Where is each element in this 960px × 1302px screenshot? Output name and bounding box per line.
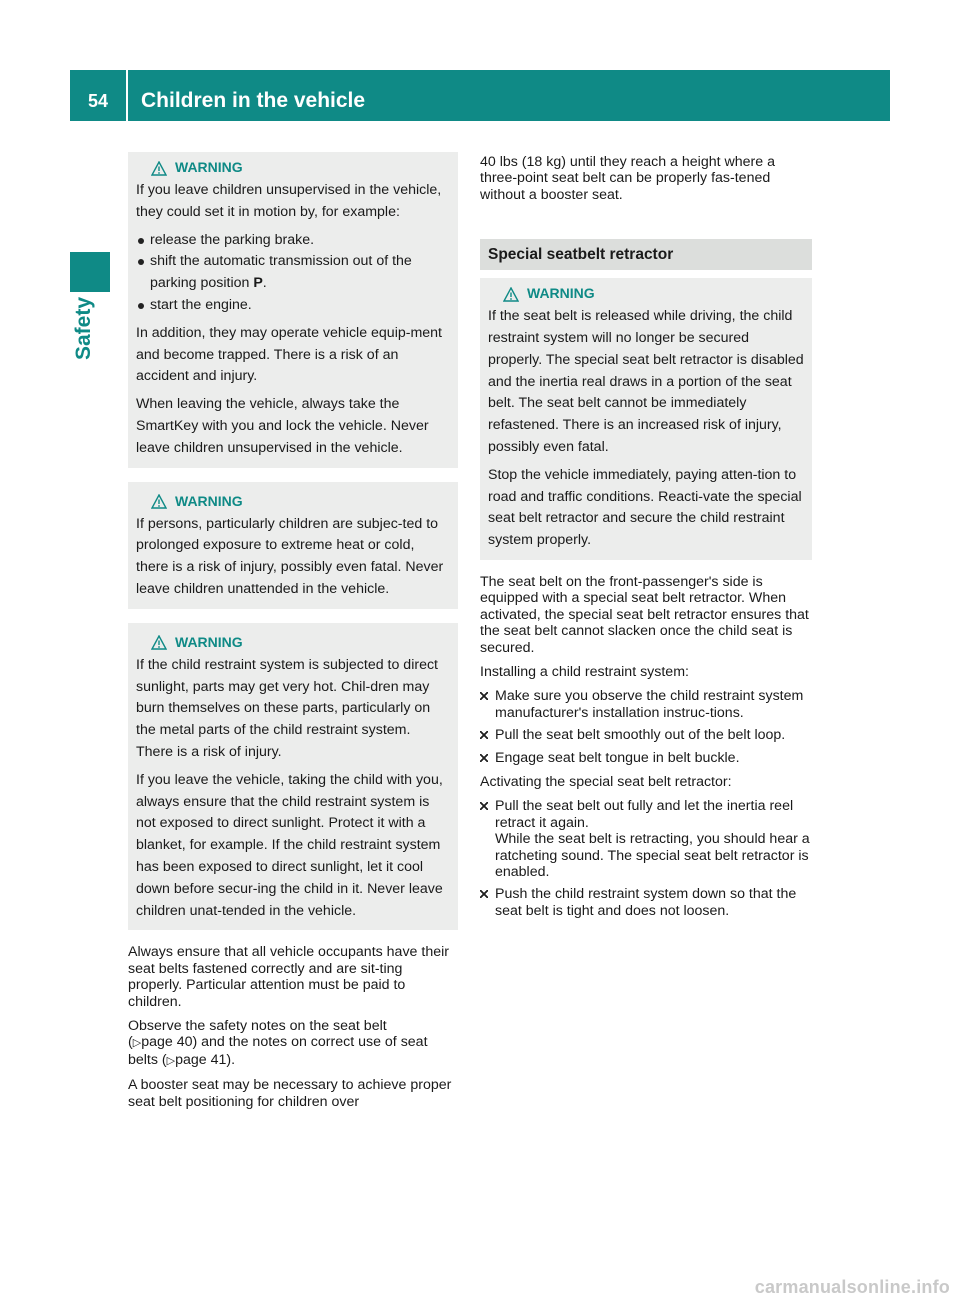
warning-heading xyxy=(151,633,450,653)
watermark: carmanualsonline.info xyxy=(754,1277,950,1297)
warning-text: If you leave children unsupervised in the vehicle, they could set it in motion by, for example: xyxy=(136,182,442,220)
install-steps xyxy=(480,688,812,766)
warning-text: If persons, particularly children are subjec-ted to prolonged exposure to extreme heat or cold, there is a risk of injury, possibly even fatal. Never leave children unattended in the vehicle. xyxy=(136,515,444,597)
page-number: 54 xyxy=(70,70,128,121)
list-item-end: . xyxy=(262,275,267,292)
activate-steps xyxy=(480,798,812,919)
list-item-text: shift the automatic transmission out of the parking position xyxy=(150,253,412,292)
body-paragraph: 40 lbs (18 kg) until they reach a height where a three-point seat belt can be properly fas-tened without a booster seat. xyxy=(480,154,775,203)
warning-text: When leaving the vehicle, always take the SmartKey with you and lock the vehicle. Never leave children unsupervised in the vehicle. xyxy=(136,396,429,456)
warning-box xyxy=(480,278,812,560)
header-bar xyxy=(70,70,890,121)
warning-label: WARNING xyxy=(175,159,243,176)
warning-triangle-icon xyxy=(503,287,519,302)
side-tab-marker xyxy=(70,252,110,292)
page-ref-icon: ▷ xyxy=(166,1054,176,1067)
step-item: Pull the seat belt smoothly out of the belt loop. xyxy=(480,727,812,743)
body-paragraph: Observe the safety notes on the seat belt (▷page 40) and the notes on correct use of seat belts (▷page 41). xyxy=(128,1017,428,1068)
page-ref-icon: ▷ xyxy=(132,1037,142,1050)
warning-text: If you leave the vehicle, taking the child with you, always ensure that the child restraint system is not exposed to direct sunlight. Protect it with a blanket, for example. If the child restraint system has been exposed to direct sunlight, let it cool down before secur-ing the child in it. Never leave children unat-tended in the vehicle. xyxy=(136,771,443,919)
warning-text: Stop the vehicle immediately, paying atten-tion to road and traffic conditions. Reacti-vate the special seat belt retractor and secure the child restraint system properly. xyxy=(488,466,802,549)
warning-box xyxy=(128,623,458,931)
steps-label: Installing a child restraint system: xyxy=(480,664,689,681)
body-text-part: Observe the safety notes on the seat belt xyxy=(128,1017,387,1034)
gear-position-p: P xyxy=(253,275,263,292)
warning-box xyxy=(128,482,458,609)
body-paragraph: A booster seat may be necessary to achieve proper seat belt positioning for children over xyxy=(128,1077,452,1110)
body-paragraph: Always ensure that all vehicle occupants have their seat belts fastened correctly and are sit-ting properly. Particular attention must be paid to children. xyxy=(128,944,449,1010)
warning-bullet-list xyxy=(136,230,450,317)
step-item: Push the child restraint system down so that the seat belt is tight and does not loosen. xyxy=(480,886,812,919)
list-item: start the engine. xyxy=(136,295,450,317)
warning-triangle-icon xyxy=(151,635,167,650)
warning-label: WARNING xyxy=(175,633,243,650)
list-item: release the parking brake. xyxy=(136,230,450,252)
warning-triangle-icon xyxy=(151,161,167,176)
warning-text: If the child restraint system is subjected to direct sunlight, parts may get very hot. Chil-dren may burn themselves on these parts, particularly on the metal parts of the child restraint system. There is a risk of injury. xyxy=(136,656,439,760)
warning-text: In addition, they may operate vehicle equip-ment and become trapped. There is a risk of an accident and injury. xyxy=(136,324,443,385)
warning-heading xyxy=(503,284,804,304)
step-item: Pull the seat belt out fully and let the inertia reel retract it again. While the seat belt is retracting, you should hear a ratcheting sound. The special seat belt retractor is enabled. xyxy=(480,798,812,880)
right-column xyxy=(480,154,812,927)
section-heading: Special seatbelt retractor xyxy=(480,239,812,270)
step-item: Engage seat belt tongue in belt buckle. xyxy=(480,750,812,766)
warning-heading xyxy=(151,158,450,178)
step-item: Make sure you observe the child restraint system manufacturer's installation instruc-tions. xyxy=(480,688,812,721)
page-ref-link[interactable]: page 41). xyxy=(175,1051,236,1068)
chapter-title: Children in the vehicle xyxy=(141,89,366,112)
left-column xyxy=(128,152,458,1118)
body-paragraph: The seat belt on the front-passenger's side is equipped with a special seat belt retractor. When activated, the special seat belt retractor ensures that the seat belt cannot slacken once the child seat is secured. xyxy=(480,573,809,656)
page-ref-link[interactable]: page 40) and the notes on correct use of seat belts ( xyxy=(128,1034,428,1068)
side-tab-label: Safety xyxy=(72,296,95,360)
warning-triangle-icon xyxy=(151,494,167,509)
list-item xyxy=(136,251,450,295)
warning-label: WARNING xyxy=(527,285,595,302)
warning-label: WARNING xyxy=(175,492,243,509)
warning-text: If the seat belt is released while driving, the child restraint system will no longer be secured properly. The special seat belt retractor is disabled and the inertia real draws in a portion of the seat belt. The seat belt cannot be immediately refastened. There is an increased risk of injury, possibly even fatal. xyxy=(488,308,804,455)
steps-label: Activating the special seat belt retractor: xyxy=(480,774,732,791)
warning-box xyxy=(128,152,458,468)
warning-heading xyxy=(151,492,450,512)
